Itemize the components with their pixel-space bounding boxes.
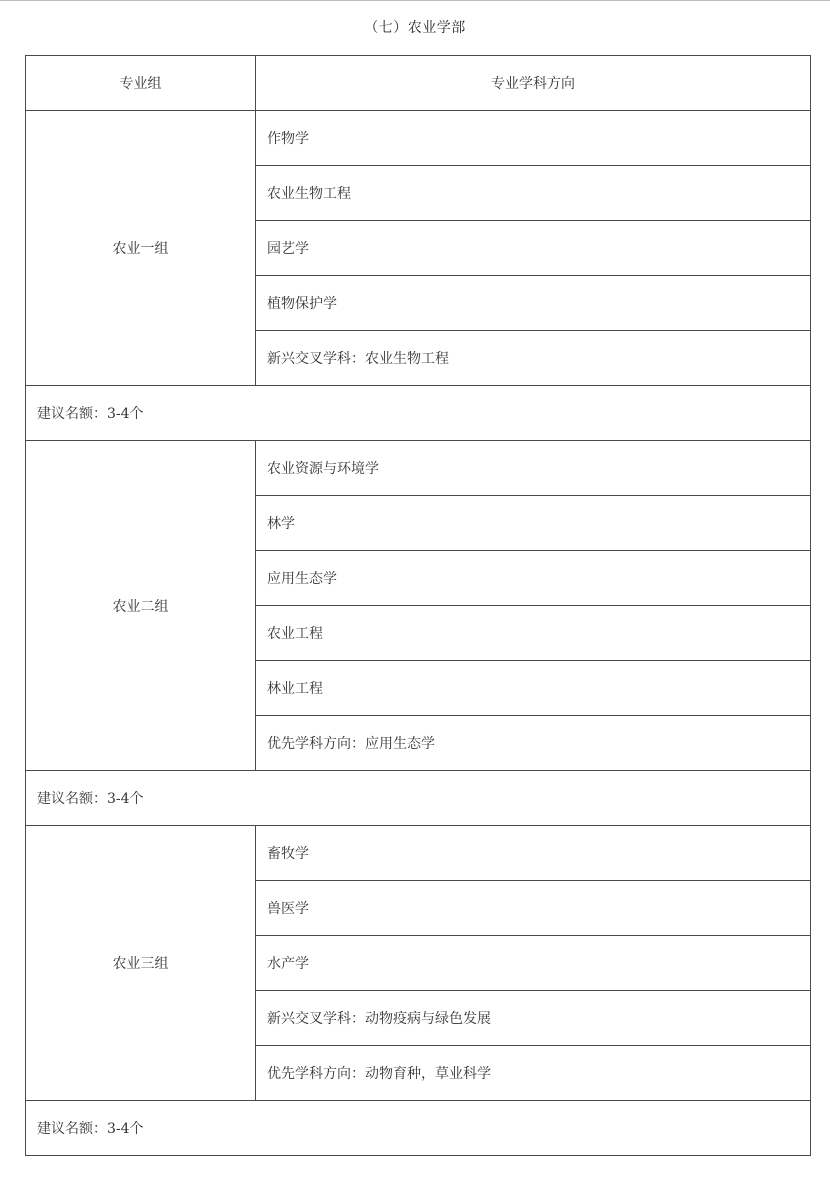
direction-item: 园艺学 xyxy=(256,221,811,276)
direction-item: 作物学 xyxy=(256,111,811,166)
quota-row xyxy=(26,1101,811,1156)
table-row xyxy=(26,826,811,881)
direction-item: 兽医学 xyxy=(256,881,811,936)
quota-row xyxy=(26,771,811,826)
direction-item: 农业工程 xyxy=(256,606,811,661)
direction-item: 林学 xyxy=(256,496,811,551)
direction-item: 农业生物工程 xyxy=(256,166,811,221)
header-direction: 专业学科方向 xyxy=(256,56,811,111)
group-name-1: 农业一组 xyxy=(26,111,256,386)
quota-text: 建议名额：3-4个 xyxy=(26,386,811,441)
direction-item: 优先学科方向：动物育种，草业科学 xyxy=(256,1046,811,1101)
group-name-3: 农业三组 xyxy=(26,826,256,1101)
direction-item: 新兴交叉学科：农业生物工程 xyxy=(256,331,811,386)
quota-text: 建议名额：3-4个 xyxy=(26,771,811,826)
top-rule xyxy=(0,0,830,1)
direction-item: 农业资源与环境学 xyxy=(256,441,811,496)
table-header-row xyxy=(26,56,811,111)
header-group: 专业组 xyxy=(26,56,256,111)
section-title: （七）农业学部 xyxy=(364,20,466,36)
quota-row xyxy=(26,386,811,441)
table-row xyxy=(26,111,811,166)
discipline-table xyxy=(25,55,811,1156)
direction-item: 林业工程 xyxy=(256,661,811,716)
quota-text: 建议名额：3-4个 xyxy=(26,1101,811,1156)
table-row xyxy=(26,441,811,496)
direction-item: 优先学科方向：应用生态学 xyxy=(256,716,811,771)
group-name-2: 农业二组 xyxy=(26,441,256,771)
direction-item: 应用生态学 xyxy=(256,551,811,606)
direction-item: 植物保护学 xyxy=(256,276,811,331)
direction-item: 新兴交叉学科：动物疫病与绿色发展 xyxy=(256,991,811,1046)
direction-item: 水产学 xyxy=(256,936,811,991)
direction-item: 畜牧学 xyxy=(256,826,811,881)
